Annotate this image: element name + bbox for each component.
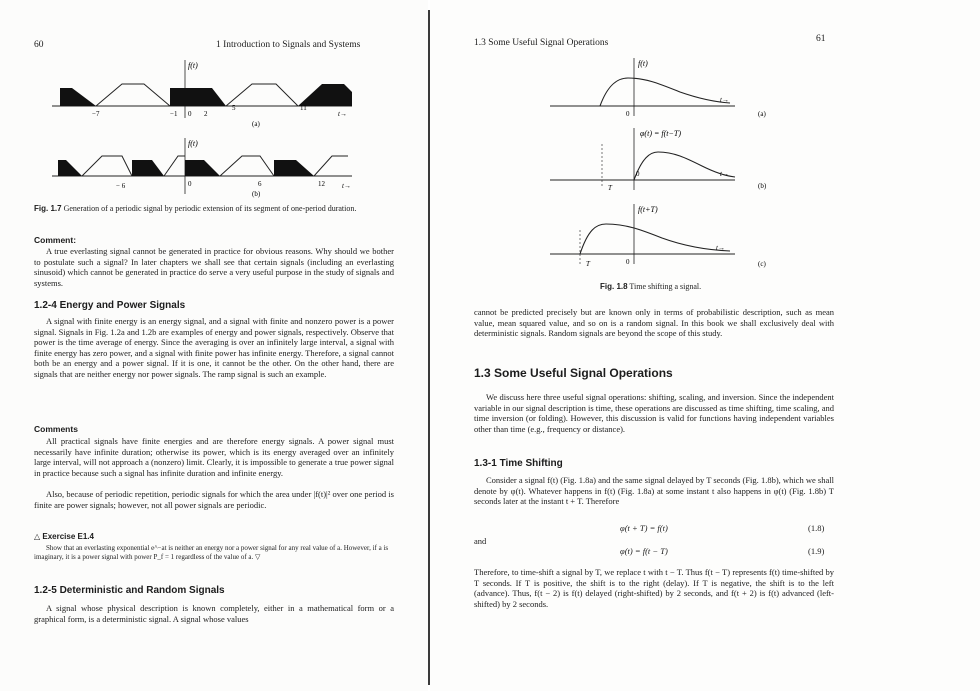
section-1-3-paragraph: We discuss here three useful signal operations: shifting, scaling, and inversion. Since the independent variable in our signal description is time, these operations are discussed as time shifting, time scaling, and time inversion (or folding). However, this discussion is valid for functions having independent variables other than time (e.g., frequency or distance).	[474, 392, 834, 434]
section-heading-1-3: 1.3 Some Useful Signal Operations	[474, 366, 673, 380]
tick-label: 0	[636, 170, 640, 178]
figure-number: Fig. 1.7	[34, 204, 62, 213]
comment-heading: Comment:	[34, 235, 77, 245]
axis-label: φ(t) = f(t−T)	[640, 129, 681, 138]
figure-1-8c	[550, 200, 790, 276]
axis-label-f: f(t)	[188, 139, 198, 148]
figure-caption	[34, 204, 394, 214]
t-axis-label: t→	[720, 170, 729, 178]
comments-paragraph-1: All practical signals have finite energies and are therefore energy signals. A power signal must necessarily have infinite duration; otherwise its power, which is its energy averaged over an infinitely large interval, will not approach a (nonzero) limit. Clearly, it is impossible to generate a true power signal in practice because such a signal has infinite duration and infinite energy.	[34, 436, 394, 478]
figure-caption	[600, 282, 701, 292]
subfigure-label: (a)	[758, 110, 766, 118]
section-heading-1-2-4: 1.2-4 Energy and Power Signals	[34, 300, 186, 311]
tick-label: 0	[188, 110, 192, 118]
tick-label: −7	[92, 110, 100, 118]
section-heading-1-2-5: 1.2-5 Deterministic and Random Signals	[34, 585, 225, 596]
comments-heading: Comments	[34, 424, 78, 434]
exercise-heading: △ Exercise E1.4	[34, 532, 94, 541]
and-word: and	[474, 536, 487, 546]
subfigure-label: (c)	[758, 260, 766, 268]
tick-label: 0	[626, 258, 630, 266]
tick-label-T: T	[586, 260, 590, 268]
tick-label-T: T	[608, 184, 612, 192]
page-number: 60	[34, 40, 44, 50]
running-head: 1 Introduction to Signals and Systems	[216, 40, 361, 50]
t-axis-label: t→	[720, 96, 729, 104]
section-1-3-1-paragraph: Consider a signal f(t) (Fig. 1.8a) and the same signal delayed by T seconds (Fig. 1.8b), which we shall denote by φ(t). Whatever happens in f(t) (Fig. 1.8a) at some instant t also happens in φ(t) (Fig. 1.8b) T seconds later at the instant t + T. Therefore	[474, 475, 834, 507]
section-1-2-4-paragraph: A signal with finite energy is an energy signal, and a signal with finite and nonzero power is a power signal. Signals in Fig. 1.2a and 1.2b are examples of energy and power signals, respectively. Observe that power is the time average of energy. Since the averaging is over an infinitely large interval, a signal with finite energy has zero power, and a signal with finite power has infinite energy. Therefore, a signal cannot both be an energy and a power signal. If it is one, it cannot be the other. On the other hand, there are signals that are neither energy nor power signals. The ramp signal is such an example.	[34, 316, 394, 379]
t-axis-label: t→	[716, 244, 725, 252]
exercise-text: Show that an everlasting exponential e^−at is neither an energy nor a power signal for any real value of a. However, if a is imaginary, it is a power signal with power P_f = 1 regardless of the value of a. ▽	[34, 544, 389, 561]
comments-paragraph-2: Also, because of periodic repetition, periodic signals for which the area under |f(t)|² over one period is finite are power signals; however, not all power signals are periodic.	[34, 489, 394, 510]
t-axis-label: t→	[342, 182, 351, 190]
equation-1-9: φ(t) = f(t − T)	[620, 546, 668, 556]
running-head: 1.3 Some Useful Signal Operations	[474, 38, 609, 48]
tick-label: 0	[188, 180, 192, 188]
page-number: 61	[816, 34, 826, 44]
tick-label: 5	[232, 104, 236, 112]
tick-label: − 6	[116, 182, 126, 190]
tick-label: 12	[318, 180, 325, 188]
tick-label: 11	[300, 104, 307, 112]
continued-paragraph: cannot be predicted precisely but are known only in terms of probabilistic description, such as mean value, mean squared value, and so on is a random signal. In this book we shall exclusively deal with deterministic signals. Random signals are beyond the scope of this study.	[474, 307, 834, 339]
t-axis-label: t→	[338, 110, 347, 118]
figure-caption-text: Generation of a periodic signal by periodic extension of its segment of one-period duration.	[63, 204, 357, 213]
figure-1-8b	[550, 124, 790, 196]
section-heading-1-3-1: 1.3-1 Time Shifting	[474, 458, 563, 469]
tick-label: −1	[170, 110, 178, 118]
figure-caption-text: Time shifting a signal.	[629, 282, 702, 291]
equation-number: (1.9)	[808, 546, 825, 556]
subfigure-label: (a)	[252, 120, 260, 128]
tick-label: 6	[258, 180, 262, 188]
final-paragraph: Therefore, to time-shift a signal by T, we replace t with t − T. Thus f(t − T) represents f(t) time-shifted by T seconds. If T is positive, the shift is to the right (delay). If T is negative, the shift is to the left (advance). Thus, f(t − 2) is f(t) delayed (right-shifted) by 2 seconds, and f(t + 2) is f(t) advanced (left-shifted) by 2 seconds.	[474, 567, 834, 609]
subfigure-label: (b)	[758, 182, 767, 190]
right-page	[430, 0, 980, 691]
axis-label: f(t+T)	[638, 205, 658, 214]
section-1-2-5-paragraph: A signal whose physical description is known completely, either in a mathematical form or a graphical form, is a deterministic signal. A signal whose values	[34, 603, 394, 624]
figure-1-8a	[550, 54, 790, 120]
equation-1-8: φ(t + T) = f(t)	[620, 523, 668, 533]
tick-label: 2	[204, 110, 208, 118]
figure-1-7a	[52, 58, 372, 130]
subfigure-label: (b)	[252, 190, 261, 198]
axis-label-f: f(t)	[188, 61, 198, 70]
figure-1-7b	[52, 136, 372, 202]
tick-label: 0	[626, 110, 630, 118]
figure-number: Fig. 1.8	[600, 282, 628, 291]
equation-number: (1.8)	[808, 523, 825, 533]
axis-label: f(t)	[638, 59, 648, 68]
comment-paragraph: A true everlasting signal cannot be generated in practice for obvious reasons. Why should we bother to postulate such a signal? In later chapters we shall see that certain signals (including an everlasting sinusoid) which cannot be generated in practice do serve a very useful purpose in the study of signals and systems.	[34, 246, 394, 288]
left-page	[0, 0, 428, 691]
